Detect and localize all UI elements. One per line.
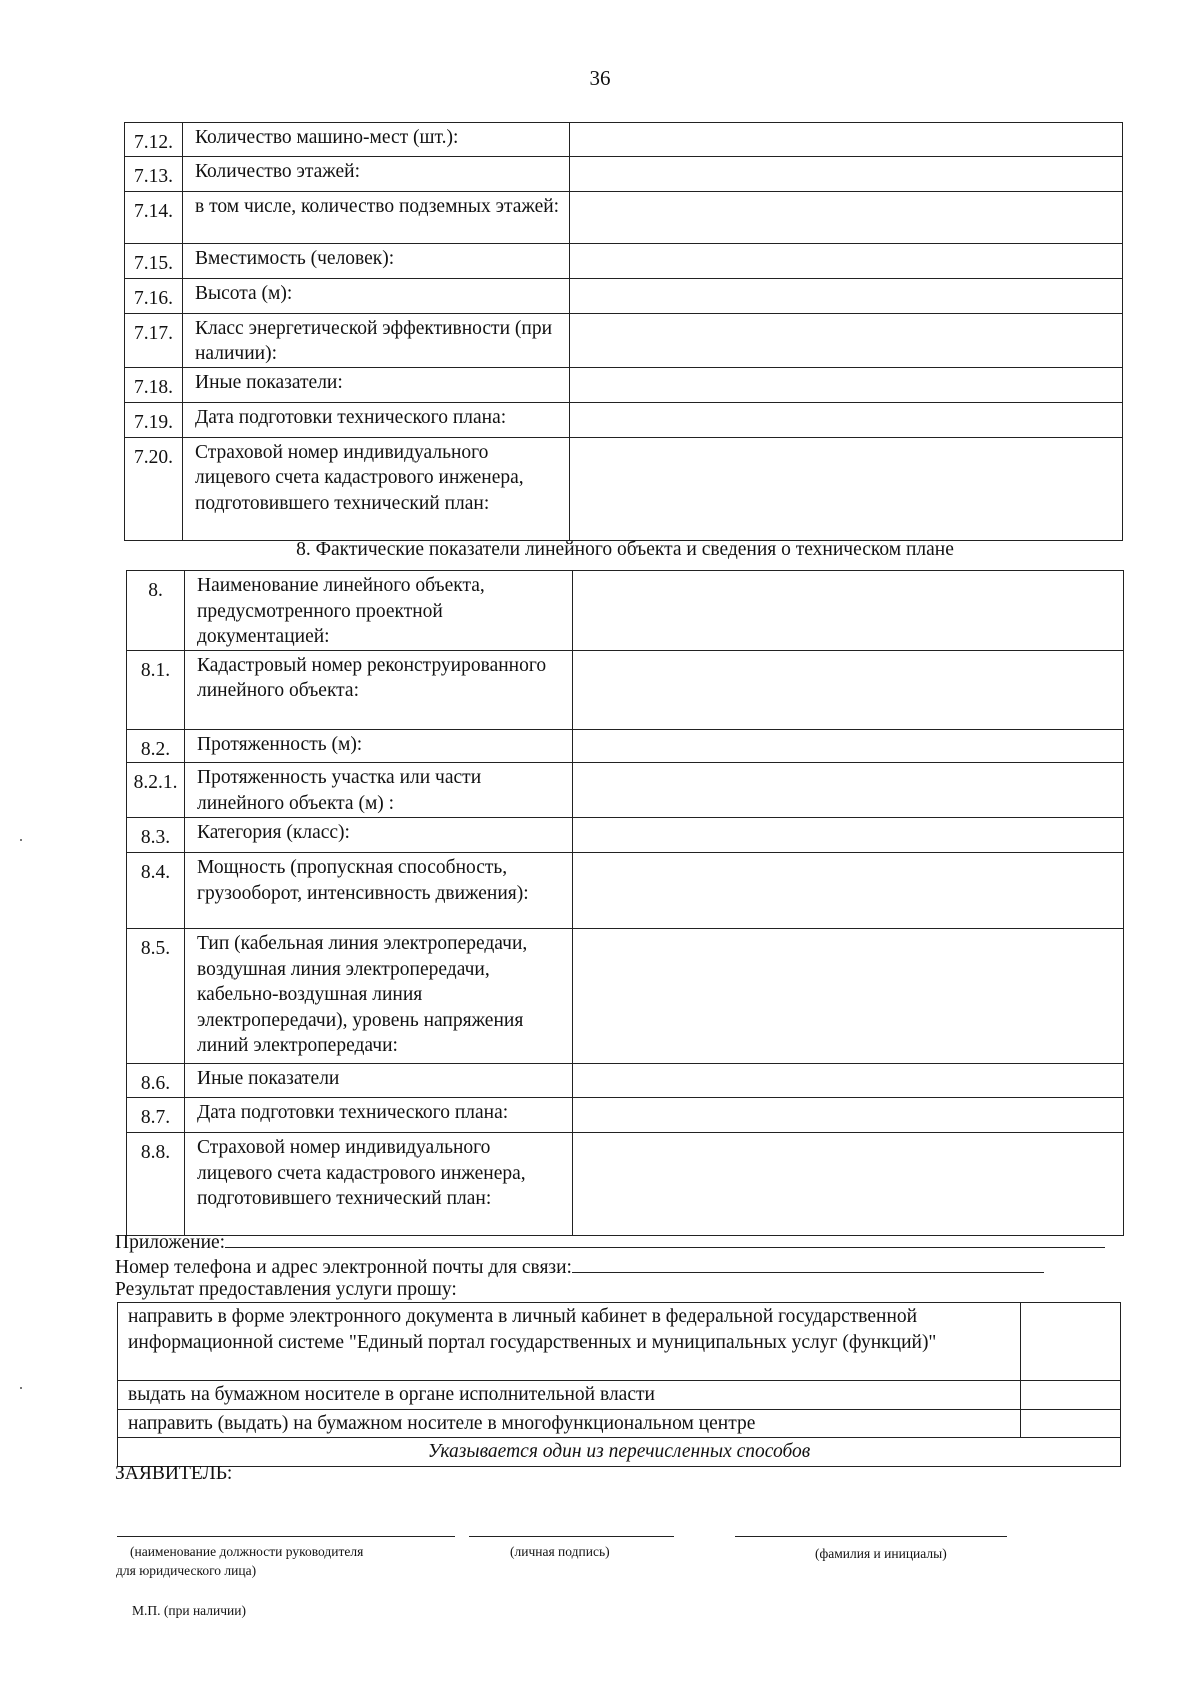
value-cell[interactable]	[570, 313, 1123, 367]
result-options-table	[117, 1302, 1121, 1467]
row-label: Кадастровый номер реконструированного линейного объекта:	[185, 650, 573, 729]
row-label: Тип (кабельная линия электропередачи, воздушная линия электропередачи, кабельно-воздушная линия электропередачи), уровень напряжения линий электропередачи:	[185, 929, 573, 1064]
position-caption-2: для юридического лица)	[116, 1563, 257, 1578]
row-label: Иные показатели:	[183, 367, 570, 402]
page-number: 36	[589, 66, 611, 90]
row-label: Иные показатели	[185, 1064, 573, 1098]
row-number: 8.5.	[127, 929, 185, 1064]
value-cell[interactable]	[573, 1064, 1124, 1098]
row-number: 8.7.	[127, 1098, 185, 1133]
row-number: 7.16.	[125, 278, 183, 313]
value-cell[interactable]	[570, 243, 1123, 278]
table-row	[125, 243, 1123, 278]
row-number: 8.3.	[127, 818, 185, 853]
section-8-table	[126, 570, 1124, 1236]
value-cell[interactable]	[573, 650, 1124, 729]
name-line[interactable]	[735, 1536, 1007, 1537]
row-number: 7.18.	[125, 367, 183, 402]
stamp-caption: М.П. (при наличии)	[132, 1603, 246, 1618]
table-row	[127, 1098, 1124, 1133]
name-caption: (фамилия и инициалы)	[815, 1546, 947, 1561]
appendix-line	[115, 1229, 1105, 1255]
applicant-label: ЗАЯВИТЕЛЬ:	[115, 1463, 233, 1484]
signature-caption: (личная подпись)	[510, 1544, 610, 1559]
result-option-row	[118, 1303, 1121, 1381]
appendix-label: Приложение:	[115, 1232, 226, 1253]
appendix-field[interactable]	[225, 1229, 1105, 1248]
value-cell[interactable]	[570, 402, 1123, 437]
row-number: 7.13.	[125, 156, 183, 191]
row-number: 7.17.	[125, 313, 183, 367]
value-cell[interactable]	[570, 123, 1123, 157]
row-number: 8.1.	[127, 650, 185, 729]
section-8-title: 8. Фактические показатели линейного объекта и сведения о техническом плане	[296, 539, 954, 560]
row-label: Страховой номер индивидуального лицевого счета кадастрового инженера, подготовившего технический план:	[185, 1133, 573, 1236]
table-row	[127, 818, 1124, 853]
contact-field[interactable]	[572, 1254, 1044, 1273]
row-number: 7.14.	[125, 191, 183, 243]
table-row	[127, 763, 1124, 818]
result-note-row	[118, 1438, 1121, 1467]
result-option-text: выдать на бумажном носителе в органе исполнительной власти	[118, 1381, 1021, 1410]
table-row	[127, 650, 1124, 729]
value-cell[interactable]	[570, 367, 1123, 402]
result-option-row	[118, 1381, 1121, 1410]
section-7-table	[124, 122, 1123, 541]
result-option-mark[interactable]	[1021, 1303, 1121, 1381]
signature-line[interactable]	[469, 1536, 674, 1537]
row-number: 7.12.	[125, 123, 183, 157]
value-cell[interactable]	[570, 437, 1123, 540]
result-option-mark[interactable]	[1021, 1409, 1121, 1438]
table-row	[125, 278, 1123, 313]
row-label: Дата подготовки технического плана:	[185, 1098, 573, 1133]
table-row	[125, 437, 1123, 540]
position-caption: (наименование должности руководителя	[130, 1544, 364, 1559]
row-number: 8.8.	[127, 1133, 185, 1236]
row-label: Высота (м):	[183, 278, 570, 313]
value-cell[interactable]	[573, 729, 1124, 763]
row-label: Вместимость (человек):	[183, 243, 570, 278]
row-label: Дата подготовки технического плана:	[183, 402, 570, 437]
row-label: в том числе, количество подземных этажей:	[183, 191, 570, 243]
row-number: 8.2.	[127, 729, 185, 763]
value-cell[interactable]	[573, 571, 1124, 651]
value-cell[interactable]	[573, 1133, 1124, 1236]
row-label: Количество машино-мест (шт.):	[183, 123, 570, 157]
table-row	[125, 191, 1123, 243]
table-row	[127, 929, 1124, 1064]
row-label: Класс энергетической эффективности (при наличии):	[183, 313, 570, 367]
value-cell[interactable]	[573, 1098, 1124, 1133]
row-label: Протяженность (м):	[185, 729, 573, 763]
row-label: Категория (класс):	[185, 818, 573, 853]
result-option-text: направить в форме электронного документа в личный кабинет в федеральной государственной информационной системе "Единый портал государственных и муниципальных услуг (функций)"	[118, 1303, 1021, 1381]
value-cell[interactable]	[570, 191, 1123, 243]
table-row	[125, 367, 1123, 402]
table-row	[125, 156, 1123, 191]
value-cell[interactable]	[573, 818, 1124, 853]
row-number: 8.6.	[127, 1064, 185, 1098]
row-number: 7.19.	[125, 402, 183, 437]
table-row	[125, 313, 1123, 367]
value-cell[interactable]	[570, 156, 1123, 191]
contact-label: Номер телефона и адрес электронной почты для связи:	[115, 1257, 572, 1278]
row-number: 7.20.	[125, 437, 183, 540]
value-cell[interactable]	[573, 853, 1124, 929]
row-number: 8.2.1.	[127, 763, 185, 818]
result-option-text: направить (выдать) на бумажном носителе в многофункциональном центре	[118, 1409, 1021, 1438]
result-note: Указывается один из перечисленных способов	[118, 1438, 1121, 1467]
value-cell[interactable]	[573, 763, 1124, 818]
value-cell[interactable]	[573, 929, 1124, 1064]
row-label: Количество этажей:	[183, 156, 570, 191]
value-cell[interactable]	[570, 278, 1123, 313]
contact-line	[115, 1254, 1044, 1280]
row-number: 8.	[127, 571, 185, 651]
row-label: Протяженность участка или части линейного объекта (м) :	[185, 763, 573, 818]
row-label: Страховой номер индивидуального лицевого счета кадастрового инженера, подготовившего технический план:	[183, 437, 570, 540]
position-line[interactable]	[117, 1536, 455, 1537]
scan-speck	[20, 839, 22, 841]
table-row	[127, 729, 1124, 763]
row-number: 8.4.	[127, 853, 185, 929]
table-row	[127, 571, 1124, 651]
scan-speck	[20, 1387, 22, 1389]
row-label: Наименование линейного объекта, предусмотренного проектной документацией:	[185, 571, 573, 651]
table-row	[125, 402, 1123, 437]
row-label: Мощность (пропускная способность, грузооборот, интенсивность движения):	[185, 853, 573, 929]
result-option-row	[118, 1409, 1121, 1438]
result-label: Результат предоставления услуги прошу:	[115, 1279, 457, 1300]
table-row	[127, 1133, 1124, 1236]
table-row	[125, 123, 1123, 157]
table-row	[127, 1064, 1124, 1098]
row-number: 7.15.	[125, 243, 183, 278]
result-option-mark[interactable]	[1021, 1381, 1121, 1410]
table-row	[127, 853, 1124, 929]
